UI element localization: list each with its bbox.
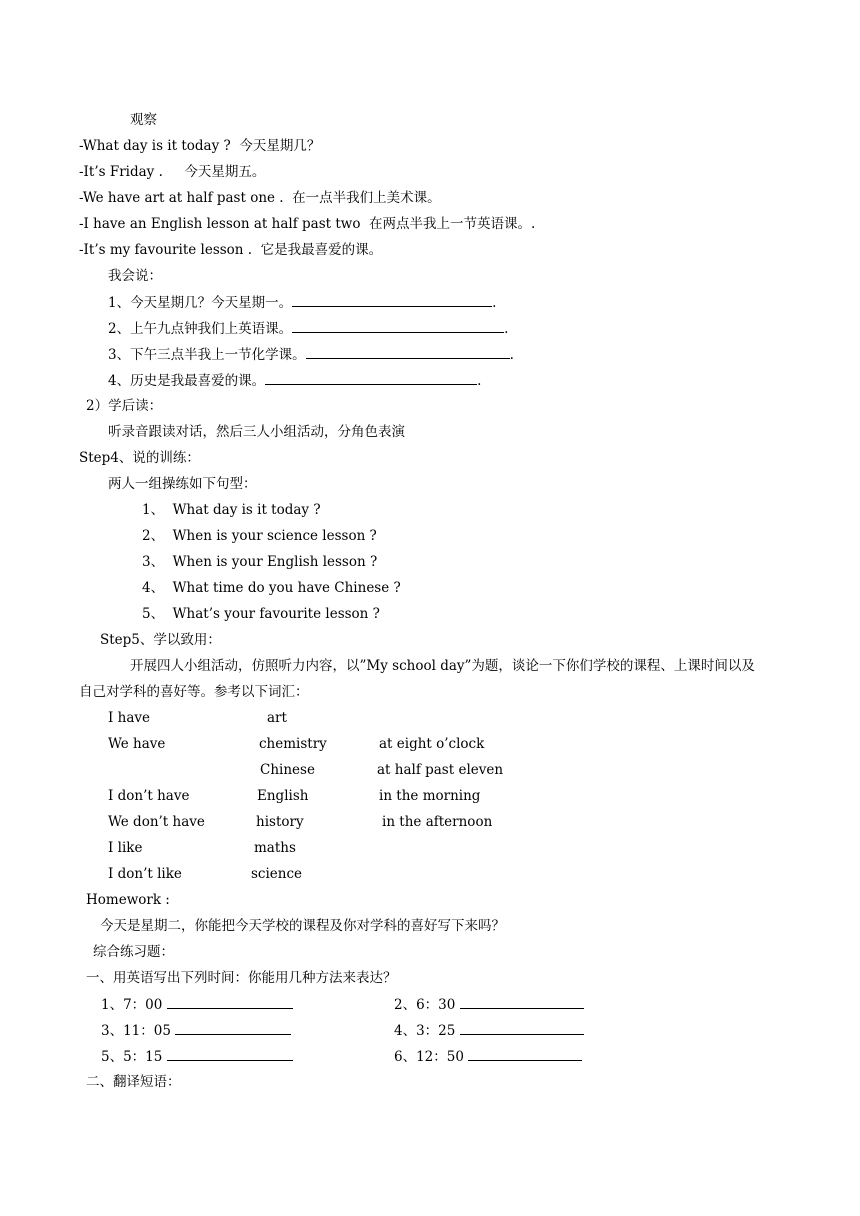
dialogue-line: -It’s my favourite lesson . 它是我最喜爱的课。 bbox=[79, 242, 383, 258]
can-say-heading: 我会说： bbox=[108, 268, 162, 284]
end-mark: . bbox=[492, 295, 497, 311]
time-item bbox=[394, 1047, 582, 1066]
observe-heading: 观察 bbox=[130, 112, 157, 128]
step4-heading: Step4、说的训练： bbox=[79, 450, 200, 466]
can-say-text: 1、今天星期几？今天星期一。 bbox=[108, 295, 293, 311]
end-mark: . bbox=[509, 347, 514, 363]
time-label: 1、7：00 bbox=[101, 997, 163, 1013]
dialogue-line: -What day is it today ? 今天星期几？ bbox=[79, 138, 321, 154]
vocab-time: at eight o’clock bbox=[379, 736, 485, 752]
can-say-text: 2、上午九点钟我们上英语课。 bbox=[108, 321, 293, 337]
time-label: 2、6：30 bbox=[394, 997, 456, 1013]
end-mark: . bbox=[477, 373, 482, 389]
time-item bbox=[101, 995, 293, 1014]
vocab-time: in the afternoon bbox=[382, 814, 493, 830]
answer-blank[interactable] bbox=[468, 1047, 582, 1061]
time-item bbox=[101, 1047, 293, 1066]
answer-blank[interactable] bbox=[167, 1047, 293, 1061]
sentence-pattern: 1、 What day is it today ? bbox=[142, 502, 321, 518]
vocab-subject: I like bbox=[108, 840, 143, 856]
vocab-time: in the morning bbox=[379, 788, 481, 804]
exercise-part-one: 一、用英语写出下列时间：你能用几种方法来表达？ bbox=[86, 970, 397, 986]
answer-blank[interactable] bbox=[292, 319, 504, 333]
time-label: 3、11：05 bbox=[101, 1023, 171, 1039]
sentence-pattern: 5、 What’s your favourite lesson ? bbox=[142, 606, 380, 622]
can-say-text: 3、下午三点半我上一节化学课。 bbox=[108, 347, 306, 363]
vocab-subject: We have bbox=[108, 736, 166, 752]
time-label: 4、3：25 bbox=[394, 1023, 456, 1039]
answer-blank[interactable] bbox=[167, 995, 293, 1009]
exercise-part-two: 二、翻译短语： bbox=[86, 1074, 181, 1090]
dialogue-line: -It’s Friday . 今天星期五。 bbox=[79, 164, 266, 180]
exercises-heading: 综合练习题： bbox=[93, 944, 174, 960]
step5-heading: Step5、学以致用： bbox=[100, 632, 221, 648]
after-reading-heading: 2）学后读： bbox=[86, 398, 163, 414]
vocab-lesson: science bbox=[251, 866, 303, 882]
answer-blank[interactable] bbox=[292, 293, 492, 307]
time-item bbox=[394, 995, 584, 1014]
dialogue-line: -We have art at half past one . 在一点半我们上美术课。 bbox=[79, 190, 441, 206]
vocab-lesson: art bbox=[267, 710, 287, 726]
vocab-lesson: English bbox=[257, 788, 309, 804]
sentence-pattern: 3、 When is your English lesson ? bbox=[142, 554, 378, 570]
vocab-lesson: chemistry bbox=[259, 736, 327, 752]
end-mark: . bbox=[504, 321, 509, 337]
can-say-item bbox=[108, 319, 508, 338]
homework-heading: Homework : bbox=[86, 892, 170, 908]
answer-blank[interactable] bbox=[175, 1021, 291, 1035]
vocab-lesson: history bbox=[256, 814, 304, 830]
dialogue-line: -I have an English lesson at half past two 在两点半我上一节英语课。. bbox=[79, 216, 536, 232]
can-say-item bbox=[108, 371, 481, 390]
step5-paragraph: 开展四人小组活动，仿照听力内容，以”My school day”为题，谈论一下你们学校的课程、上课时间以及 bbox=[130, 658, 755, 674]
vocab-time: at half past eleven bbox=[377, 762, 504, 778]
homework-text: 今天是星期二，你能把今天学校的课程及你对学科的喜好写下来吗？ bbox=[100, 918, 505, 934]
sentence-pattern: 2、 When is your science lesson ? bbox=[142, 528, 377, 544]
vocab-subject: I don’t have bbox=[108, 788, 190, 804]
time-label: 5、5：15 bbox=[101, 1049, 163, 1065]
can-say-item bbox=[108, 293, 496, 312]
sentence-pattern: 4、 What time do you have Chinese ? bbox=[142, 580, 401, 596]
answer-blank[interactable] bbox=[265, 371, 477, 385]
step4-intro: 两人一组操练如下句型： bbox=[108, 476, 257, 492]
time-item bbox=[394, 1021, 584, 1040]
vocab-lesson: maths bbox=[254, 840, 296, 856]
vocab-subject: We don’t have bbox=[108, 814, 205, 830]
answer-blank[interactable] bbox=[460, 995, 584, 1009]
can-say-text: 4、历史是我最喜爱的课。 bbox=[108, 373, 266, 389]
answer-blank[interactable] bbox=[460, 1021, 584, 1035]
time-item bbox=[101, 1021, 291, 1040]
time-label: 6、12：50 bbox=[394, 1049, 464, 1065]
step5-paragraph: 自己对学科的喜好等。参考以下词汇： bbox=[79, 684, 309, 700]
vocab-lesson: Chinese bbox=[260, 762, 315, 778]
vocab-subject: I have bbox=[108, 710, 150, 726]
can-say-item bbox=[108, 345, 514, 364]
vocab-subject: I don’t like bbox=[108, 866, 182, 882]
after-reading-text: 听录音跟读对话，然后三人小组活动，分角色表演 bbox=[108, 424, 405, 440]
answer-blank[interactable] bbox=[306, 345, 510, 359]
